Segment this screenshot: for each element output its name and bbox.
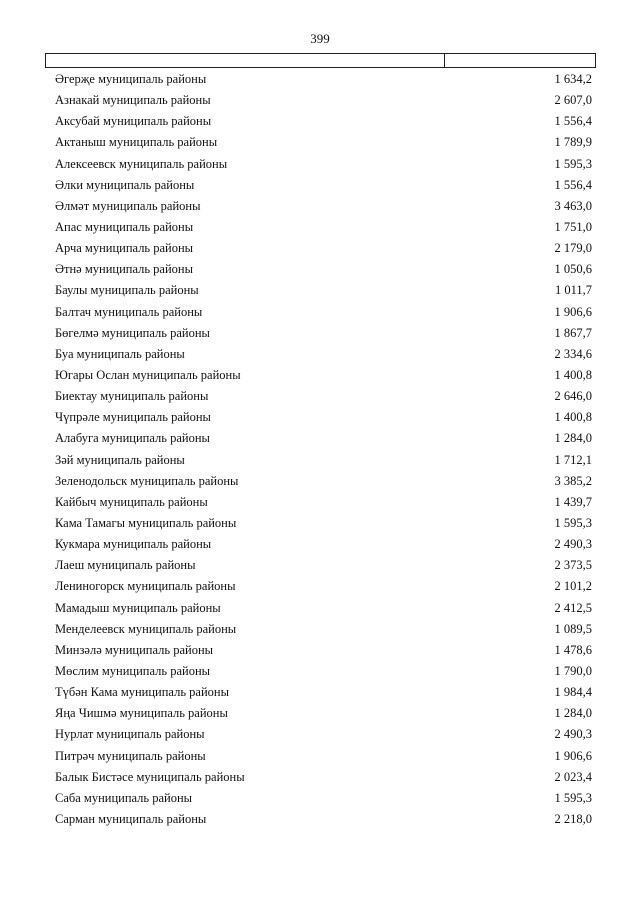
table-header-row bbox=[45, 53, 596, 68]
district-name: Саба муниципаль районы bbox=[55, 790, 193, 805]
table-row bbox=[45, 280, 596, 301]
amount-value: 1 400,8 bbox=[554, 367, 592, 382]
district-name: Баулы муниципаль районы bbox=[55, 283, 199, 298]
table-row bbox=[45, 767, 596, 788]
district-name: Әлмәт муниципаль районы bbox=[55, 198, 201, 213]
table-row bbox=[45, 132, 596, 153]
district-name: Яңа Чишмә муниципаль районы bbox=[55, 706, 228, 721]
district-name: Биектау муниципаль районы bbox=[55, 389, 209, 404]
amount-value: 1 556,4 bbox=[554, 177, 592, 192]
table-row bbox=[45, 682, 596, 703]
table-row bbox=[45, 788, 596, 809]
table-row bbox=[45, 450, 596, 471]
table-row bbox=[45, 471, 596, 492]
table-row bbox=[45, 492, 596, 513]
table-row bbox=[45, 323, 596, 344]
amount-value: 1 400,8 bbox=[554, 410, 592, 425]
district-name: Кама Тамагы муниципаль районы bbox=[55, 515, 237, 530]
district-name: Мамадыш муниципаль районы bbox=[55, 600, 221, 615]
table-row bbox=[45, 111, 596, 132]
amount-value: 1 751,0 bbox=[554, 219, 592, 234]
district-name: Сарман муниципаль районы bbox=[55, 811, 207, 826]
amount-value: 1 634,2 bbox=[554, 72, 592, 86]
district-name: Питрәч муниципаль районы bbox=[55, 748, 206, 763]
table-row bbox=[45, 746, 596, 767]
column-divider bbox=[444, 54, 445, 67]
district-name: Югары Ослан муниципаль районы bbox=[55, 367, 241, 382]
district-name: Балтач муниципаль районы bbox=[55, 304, 203, 319]
amount-value: 1 790,0 bbox=[554, 663, 592, 678]
amount-value: 1 595,3 bbox=[554, 515, 592, 530]
table-row bbox=[45, 428, 596, 449]
amount-value: 1 478,6 bbox=[554, 642, 592, 657]
page-number: 399 bbox=[310, 31, 330, 46]
district-name: Лаеш муниципаль районы bbox=[55, 558, 196, 573]
table-row bbox=[45, 703, 596, 724]
table-row bbox=[45, 724, 596, 745]
amount-value: 1 712,1 bbox=[554, 452, 592, 467]
amount-value: 1 867,7 bbox=[554, 325, 592, 340]
table-row bbox=[45, 809, 596, 830]
district-name: Нурлат муниципаль районы bbox=[55, 727, 205, 742]
amount-value: 1 284,0 bbox=[554, 706, 592, 721]
amount-value: 2 646,0 bbox=[554, 389, 592, 404]
amount-value: 1 789,9 bbox=[554, 135, 592, 150]
amount-value: 1 595,3 bbox=[554, 790, 592, 805]
district-name: Бөгелмә муниципаль районы bbox=[55, 325, 210, 340]
district-name: Минзәлә муниципаль районы bbox=[55, 642, 214, 657]
amount-value: 2 218,0 bbox=[554, 811, 592, 826]
district-name: Менделеевск муниципаль районы bbox=[55, 621, 237, 636]
amount-value: 2 607,0 bbox=[554, 93, 592, 108]
district-name: Әгерҗе муниципаль районы bbox=[55, 72, 207, 86]
amount-value: 1 906,6 bbox=[554, 304, 592, 319]
district-name: Алабуга муниципаль районы bbox=[55, 431, 210, 446]
amount-value: 3 463,0 bbox=[554, 198, 592, 213]
amount-value: 1 906,6 bbox=[554, 748, 592, 763]
amount-value: 1 439,7 bbox=[554, 494, 592, 509]
district-name: Кукмара муниципаль районы bbox=[55, 537, 212, 552]
table-row bbox=[45, 175, 596, 196]
table-row bbox=[45, 344, 596, 365]
amount-value: 1 011,7 bbox=[554, 283, 592, 298]
district-name: Алексеевск муниципаль районы bbox=[55, 156, 228, 171]
district-name: Апас муниципаль районы bbox=[55, 219, 194, 234]
amount-value: 1 984,4 bbox=[554, 685, 592, 700]
table-row bbox=[45, 217, 596, 238]
table-row bbox=[45, 154, 596, 175]
table-row bbox=[45, 576, 596, 597]
amount-value: 2 490,3 bbox=[554, 727, 592, 742]
district-name: Зәй муниципаль районы bbox=[55, 452, 185, 467]
table-row bbox=[45, 640, 596, 661]
district-name: Балык Бистәсе муниципаль районы bbox=[55, 769, 245, 784]
amount-value: 2 490,3 bbox=[554, 537, 592, 552]
table-row bbox=[45, 555, 596, 576]
amount-value: 2 023,4 bbox=[554, 769, 592, 784]
table-row bbox=[45, 196, 596, 217]
amount-value: 3 385,2 bbox=[554, 473, 592, 488]
district-name: Чүпрәле муниципаль районы bbox=[55, 410, 211, 425]
amount-value: 1 284,0 bbox=[554, 431, 592, 446]
table-row bbox=[45, 386, 596, 407]
amount-value: 2 179,0 bbox=[554, 241, 592, 256]
table-body bbox=[45, 69, 596, 830]
district-name: Кайбыч муниципаль районы bbox=[55, 494, 208, 509]
amount-value: 1 595,3 bbox=[554, 156, 592, 171]
district-name: Түбән Кама муниципаль районы bbox=[55, 685, 229, 700]
table-row bbox=[45, 365, 596, 386]
amount-value: 2 101,2 bbox=[554, 579, 592, 594]
table-row bbox=[45, 238, 596, 259]
table-row bbox=[45, 534, 596, 555]
table-row bbox=[45, 302, 596, 323]
amount-value: 1 050,6 bbox=[554, 262, 592, 277]
table-row bbox=[45, 619, 596, 640]
table-row bbox=[45, 90, 596, 111]
district-name: Мөслим муниципаль районы bbox=[55, 663, 211, 678]
district-name: Арча муниципаль районы bbox=[55, 241, 194, 256]
district-name: Актаныш муниципаль районы bbox=[55, 135, 218, 150]
amount-value: 1 089,5 bbox=[554, 621, 592, 636]
table-row bbox=[45, 513, 596, 534]
amount-value: 2 334,6 bbox=[554, 346, 592, 361]
district-name: Аксубай муниципаль районы bbox=[55, 114, 212, 129]
district-name: Зеленодольск муниципаль районы bbox=[55, 473, 239, 488]
district-name: Буа муниципаль районы bbox=[55, 346, 185, 361]
amount-value: 2 412,5 bbox=[554, 600, 592, 615]
district-name: Әтнә муниципаль районы bbox=[55, 262, 194, 277]
table-row bbox=[45, 69, 596, 90]
table-row bbox=[45, 259, 596, 280]
amount-value: 2 373,5 bbox=[554, 558, 592, 573]
table-row bbox=[45, 598, 596, 619]
district-name: Лениногорск муниципаль районы bbox=[55, 579, 236, 594]
table-row bbox=[45, 407, 596, 428]
amount-value: 1 556,4 bbox=[554, 114, 592, 129]
district-name: Әлки муниципаль районы bbox=[55, 177, 195, 192]
district-name: Азнакай муниципаль районы bbox=[55, 93, 211, 108]
table-row bbox=[45, 661, 596, 682]
